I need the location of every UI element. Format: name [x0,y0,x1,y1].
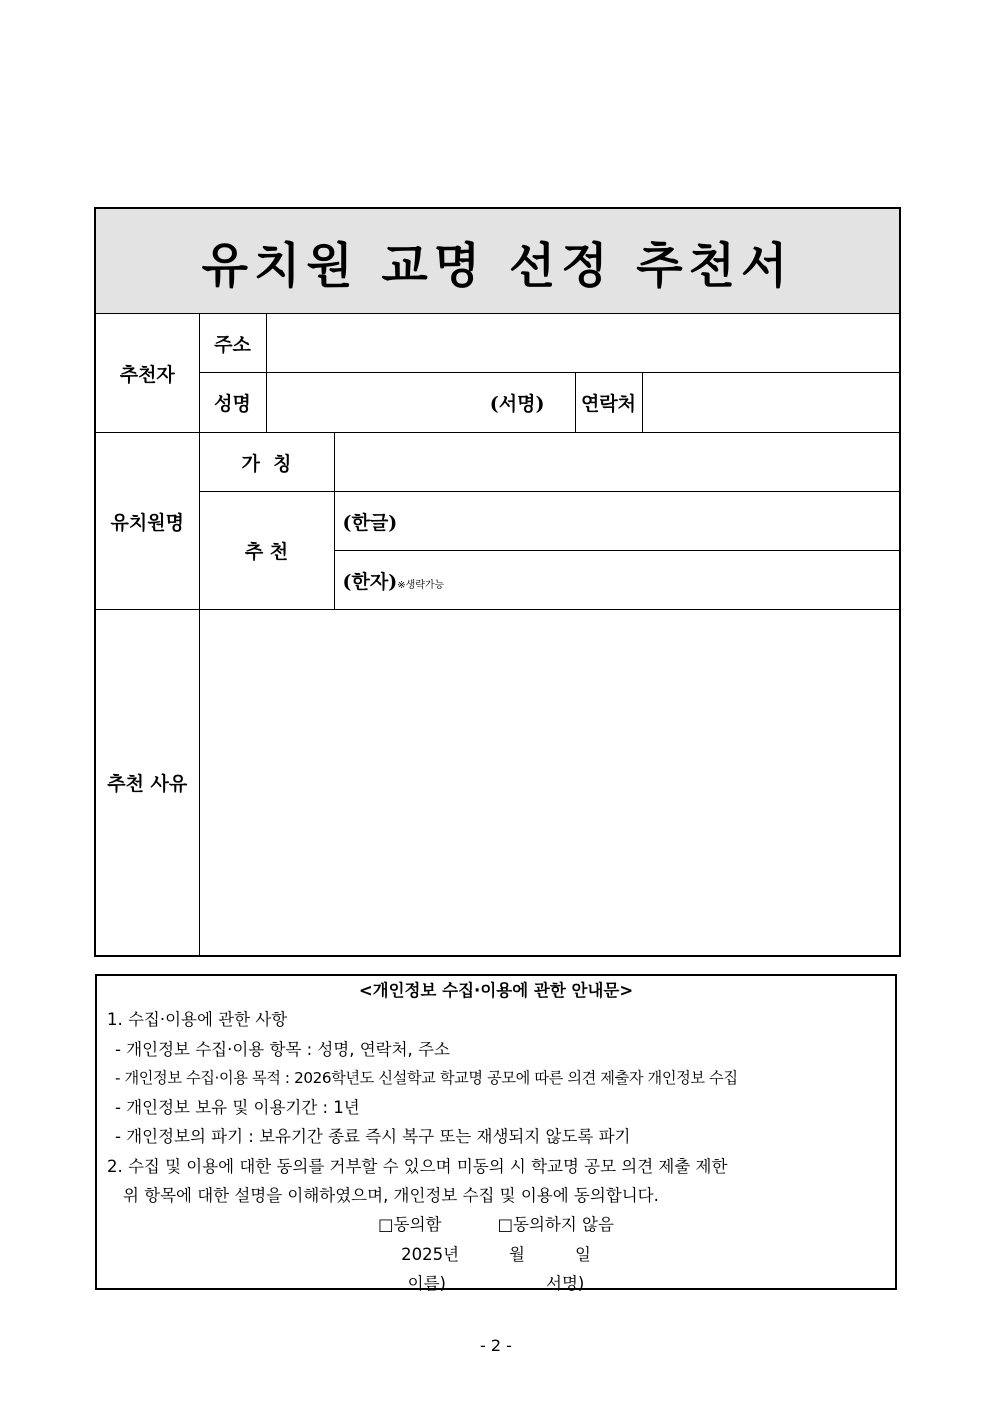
signature-label: (서명) [489,393,545,415]
page-number: - 2 - [480,1336,512,1355]
korean-name-field[interactable] [334,492,900,551]
tentative-name-label: 가 칭 [199,433,334,492]
privacy-notice [95,974,897,1293]
consent-statement: 위 항목에 대한 설명을 이해하였으며, 개인정보 수집 및 이용에 동의합니다. [123,1186,659,1206]
tentative-name-field[interactable] [334,433,900,492]
hanja-optional-note: ※생략가능 [397,579,445,591]
contact-label: 연락처 [575,373,642,433]
reason-field[interactable] [199,610,900,956]
contact-field[interactable] [642,373,900,433]
address-label: 주소 [199,314,266,373]
hanja-label: (한자) [342,570,398,593]
notice-sub-4: - 개인정보의 파기 : 보유기간 종료 즉시 복구 또는 재생되지 않도록 파기 [115,1127,631,1147]
notice-sub-3: - 개인정보 보유 및 이용기간 : 1년 [115,1098,360,1118]
address-field[interactable] [266,314,900,373]
recommend-name-label: 추 천 [199,492,334,610]
agree-checkbox[interactable]: □동의함 [378,1215,442,1235]
disagree-checkbox[interactable]: □동의하지 않음 [497,1215,614,1235]
recommendation-form [94,207,901,957]
date-month: 월 [509,1244,525,1264]
notice-sub-2: - 개인정보 수집·이용 목적 : 2026학년도 신설학교 학교명 공모에 따른 의견 제출자 개인정보 수집 [115,1068,738,1087]
date-line [97,1240,895,1269]
notice-item-1: 1. 수집·이용에 관한 사항 [107,1010,288,1030]
notice-sub-1: - 개인정보 수집·이용 항목 : 성명, 연락처, 주소 [115,1039,450,1059]
form-title-cell [95,208,900,314]
notice-item-2: 2. 수집 및 이용에 대한 동의를 거부할 수 있으며 미동의 시 학교명 공모 의견 제출 제한 [107,1156,728,1176]
korean-label: (한글) [342,511,398,534]
notice-name-label: 이름) [407,1273,446,1293]
notice-signature-label: 서명) [546,1273,585,1293]
kindergarten-name-label: 유치원명 [95,433,199,610]
name-label: 성명 [199,373,266,433]
reason-label: 추천 사유 [95,610,199,956]
form-title: 유치원 교명 선정 추천서 [201,237,794,294]
signature-line [97,1269,895,1298]
hanja-name-field[interactable] [334,551,900,610]
name-field[interactable] [266,373,575,433]
date-year: 2025년 [401,1244,460,1264]
consent-options [97,1210,895,1239]
recommender-label: 추천자 [95,314,199,433]
date-day: 일 [574,1244,591,1264]
notice-title: <개인정보 수집·이용에 관한 안내문> [358,981,634,1000]
